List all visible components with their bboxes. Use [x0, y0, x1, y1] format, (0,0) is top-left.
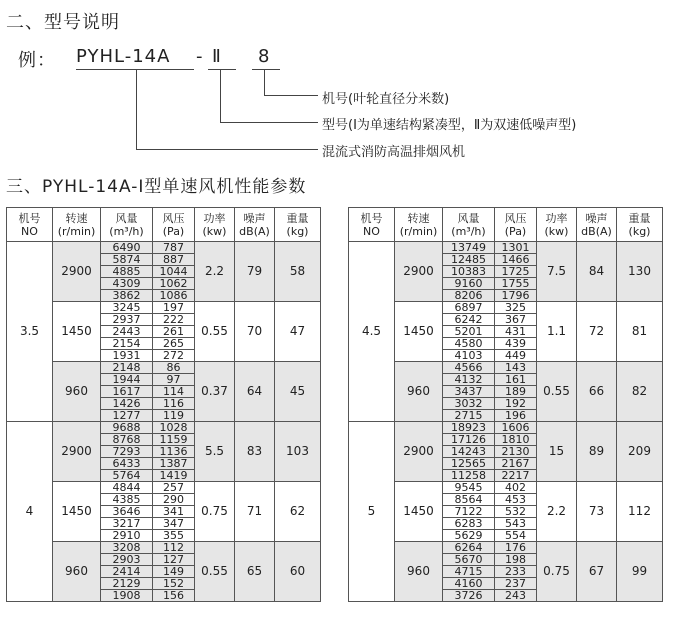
- column-header-unit: (Pa): [162, 224, 185, 238]
- example-num: 8: [258, 46, 271, 67]
- airflow-cell: 4580: [443, 338, 495, 350]
- pressure-cell: 341: [153, 506, 195, 518]
- pressure-cell: 1810: [495, 434, 537, 446]
- airflow-cell: 6433: [101, 458, 153, 470]
- pressure-cell: 1062: [153, 278, 195, 290]
- pressure-cell: 290: [153, 494, 195, 506]
- column-header: [443, 208, 495, 242]
- pressure-cell: 367: [495, 314, 537, 326]
- airflow-cell: 4385: [101, 494, 153, 506]
- pressure-cell: 272: [153, 350, 195, 362]
- column-header-unit: (m³/h): [451, 224, 486, 238]
- pressure-cell: 265: [153, 338, 195, 350]
- airflow-cell: 3646: [101, 506, 153, 518]
- table-row: [349, 362, 663, 374]
- column-header-name: 噪声: [243, 211, 266, 225]
- airflow-cell: 4309: [101, 278, 153, 290]
- pressure-cell: 543: [495, 518, 537, 530]
- column-header-unit: (r/min): [399, 224, 438, 238]
- pressure-cell: 355: [153, 530, 195, 542]
- pressure-cell: 1606: [495, 422, 537, 434]
- speed-cell: 1450: [53, 482, 101, 542]
- weight-cell: 47: [275, 302, 321, 362]
- speed-cell: 1450: [395, 302, 443, 362]
- noise-cell: 84: [577, 242, 617, 302]
- machine-no-cell: 4: [7, 422, 53, 602]
- airflow-cell: 1944: [101, 374, 153, 386]
- pressure-cell: 152: [153, 578, 195, 590]
- pressure-cell: 261: [153, 326, 195, 338]
- section-3-title: 三、PYHL-14A-Ⅰ型单速风机性能参数: [6, 177, 307, 197]
- note-type: 型号(Ⅰ为单速结构紧凑型，Ⅱ为双速低噪声型): [322, 118, 577, 133]
- table-row: [7, 362, 321, 374]
- pressure-cell: 347: [153, 518, 195, 530]
- column-header: [349, 208, 395, 242]
- pressure-cell: 116: [153, 398, 195, 410]
- airflow-cell: 6242: [443, 314, 495, 326]
- column-header: [53, 208, 101, 242]
- column-header: [7, 208, 53, 242]
- column-header: [101, 208, 153, 242]
- noise-cell: 65: [235, 542, 275, 602]
- note-name: 混流式消防高温排烟风机: [322, 145, 466, 160]
- column-header-name: 转速: [65, 211, 88, 225]
- performance-table-left: [6, 207, 321, 602]
- speed-cell: 1450: [395, 482, 443, 542]
- column-header-name: 重量: [628, 211, 651, 225]
- table-row: [7, 422, 321, 434]
- airflow-cell: 3245: [101, 302, 153, 314]
- power-cell: 15: [537, 422, 577, 482]
- airflow-cell: 3217: [101, 518, 153, 530]
- pressure-cell: 1387: [153, 458, 195, 470]
- airflow-cell: 2715: [443, 410, 495, 422]
- pressure-cell: 189: [495, 386, 537, 398]
- airflow-cell: 2910: [101, 530, 153, 542]
- column-header-name: 功率: [545, 211, 568, 225]
- airflow-cell: 5670: [443, 554, 495, 566]
- speed-cell: 2900: [53, 242, 101, 302]
- pressure-cell: 532: [495, 506, 537, 518]
- speed-cell: 960: [395, 542, 443, 602]
- airflow-cell: 13749: [443, 242, 495, 254]
- airflow-cell: 2443: [101, 326, 153, 338]
- speed-cell: 1450: [53, 302, 101, 362]
- underline-model: [76, 69, 194, 70]
- table-row: [349, 482, 663, 494]
- airflow-cell: 4160: [443, 578, 495, 590]
- speed-cell: 2900: [395, 242, 443, 302]
- pressure-cell: 119: [153, 410, 195, 422]
- airflow-cell: 2414: [101, 566, 153, 578]
- airflow-cell: 4844: [101, 482, 153, 494]
- power-cell: 0.75: [195, 482, 235, 542]
- airflow-cell: 10383: [443, 266, 495, 278]
- pressure-cell: 1419: [153, 470, 195, 482]
- noise-cell: 67: [577, 542, 617, 602]
- pressure-cell: 233: [495, 566, 537, 578]
- leader-model-v: [136, 69, 137, 149]
- section-2-title: 二、型号说明: [6, 12, 120, 33]
- pressure-cell: 243: [495, 590, 537, 602]
- example-prefix: 例：: [18, 50, 56, 71]
- column-header-unit: (kg): [628, 224, 651, 238]
- table-row: [7, 302, 321, 314]
- airflow-cell: 1277: [101, 410, 153, 422]
- airflow-cell: 8768: [101, 434, 153, 446]
- weight-cell: 81: [617, 302, 663, 362]
- weight-cell: 130: [617, 242, 663, 302]
- example-sep: -: [196, 46, 204, 67]
- airflow-cell: 5201: [443, 326, 495, 338]
- pressure-cell: 197: [153, 302, 195, 314]
- power-cell: 0.55: [537, 362, 577, 422]
- column-header-unit: dB(A): [581, 224, 612, 238]
- pressure-cell: 325: [495, 302, 537, 314]
- pressure-cell: 198: [495, 554, 537, 566]
- airflow-cell: 14243: [443, 446, 495, 458]
- column-header: [617, 208, 663, 242]
- table-row: [349, 302, 663, 314]
- leader-type-h: [220, 122, 318, 123]
- pressure-cell: 2130: [495, 446, 537, 458]
- airflow-cell: 1426: [101, 398, 153, 410]
- table-row: [349, 542, 663, 554]
- leader-num-v: [264, 69, 265, 95]
- pressure-cell: 222: [153, 314, 195, 326]
- leader-type-v: [220, 69, 221, 122]
- leader-num-h: [264, 95, 318, 96]
- table-row: [7, 542, 321, 554]
- pressure-cell: 161: [495, 374, 537, 386]
- airflow-cell: 6264: [443, 542, 495, 554]
- pressure-cell: 1301: [495, 242, 537, 254]
- airflow-cell: 6897: [443, 302, 495, 314]
- column-header: [195, 208, 235, 242]
- column-header-unit: (kw): [544, 224, 569, 238]
- airflow-cell: 7122: [443, 506, 495, 518]
- pressure-cell: 1028: [153, 422, 195, 434]
- pressure-cell: 2217: [495, 470, 537, 482]
- airflow-cell: 12485: [443, 254, 495, 266]
- weight-cell: 209: [617, 422, 663, 482]
- power-cell: 0.55: [195, 302, 235, 362]
- airflow-cell: 17126: [443, 434, 495, 446]
- underline-num: [252, 69, 280, 70]
- pressure-cell: 143: [495, 362, 537, 374]
- pressure-cell: 112: [153, 542, 195, 554]
- column-header: [577, 208, 617, 242]
- pressure-cell: 237: [495, 578, 537, 590]
- pressure-cell: 1796: [495, 290, 537, 302]
- speed-cell: 2900: [395, 422, 443, 482]
- weight-cell: 82: [617, 362, 663, 422]
- airflow-cell: 3726: [443, 590, 495, 602]
- speed-cell: 2900: [53, 422, 101, 482]
- power-cell: 7.5: [537, 242, 577, 302]
- machine-no-cell: 4.5: [349, 242, 395, 422]
- airflow-cell: 8564: [443, 494, 495, 506]
- pressure-cell: 192: [495, 398, 537, 410]
- pressure-cell: 1136: [153, 446, 195, 458]
- pressure-cell: 1466: [495, 254, 537, 266]
- power-cell: 1.1: [537, 302, 577, 362]
- noise-cell: 73: [577, 482, 617, 542]
- pressure-cell: 156: [153, 590, 195, 602]
- power-cell: 2.2: [195, 242, 235, 302]
- column-header: [153, 208, 195, 242]
- pressure-cell: 149: [153, 566, 195, 578]
- airflow-cell: 2937: [101, 314, 153, 326]
- column-header-name: 功率: [203, 211, 226, 225]
- column-header-name: 风量: [115, 211, 138, 225]
- underline-type: [208, 69, 236, 70]
- power-cell: 0.37: [195, 362, 235, 422]
- column-header-unit: (kg): [286, 224, 309, 238]
- power-cell: 0.75: [537, 542, 577, 602]
- column-header-unit: (r/min): [57, 224, 96, 238]
- column-header-unit: dB(A): [239, 224, 270, 238]
- noise-cell: 83: [235, 422, 275, 482]
- pressure-cell: 127: [153, 554, 195, 566]
- weight-cell: 45: [275, 362, 321, 422]
- pressure-cell: 1086: [153, 290, 195, 302]
- airflow-cell: 18923: [443, 422, 495, 434]
- airflow-cell: 11258: [443, 470, 495, 482]
- example-type: Ⅱ: [212, 46, 222, 67]
- pressure-cell: 176: [495, 542, 537, 554]
- machine-no-cell: 5: [349, 422, 395, 602]
- airflow-cell: 6490: [101, 242, 153, 254]
- airflow-cell: 3032: [443, 398, 495, 410]
- airflow-cell: 9688: [101, 422, 153, 434]
- column-header-name: 重量: [286, 211, 309, 225]
- airflow-cell: 9160: [443, 278, 495, 290]
- airflow-cell: 3862: [101, 290, 153, 302]
- pressure-cell: 431: [495, 326, 537, 338]
- pressure-cell: 554: [495, 530, 537, 542]
- airflow-cell: 7293: [101, 446, 153, 458]
- column-header-name: 风压: [504, 211, 527, 225]
- table-row: [7, 242, 321, 254]
- weight-cell: 58: [275, 242, 321, 302]
- column-header: [235, 208, 275, 242]
- machine-no-cell: 3.5: [7, 242, 53, 422]
- pressure-cell: 86: [153, 362, 195, 374]
- leader-model-h: [136, 149, 318, 150]
- airflow-cell: 6283: [443, 518, 495, 530]
- speed-cell: 960: [53, 362, 101, 422]
- example-model: PYHL-14A: [76, 46, 171, 67]
- airflow-cell: 12565: [443, 458, 495, 470]
- noise-cell: 70: [235, 302, 275, 362]
- column-header: [495, 208, 537, 242]
- pressure-cell: 1755: [495, 278, 537, 290]
- pressure-cell: 2167: [495, 458, 537, 470]
- column-header-name: 机号: [360, 211, 383, 225]
- power-cell: 5.5: [195, 422, 235, 482]
- airflow-cell: 2903: [101, 554, 153, 566]
- column-header-name: 转速: [407, 211, 430, 225]
- airflow-cell: 5764: [101, 470, 153, 482]
- airflow-cell: 2129: [101, 578, 153, 590]
- weight-cell: 103: [275, 422, 321, 482]
- noise-cell: 64: [235, 362, 275, 422]
- column-header-name: 风压: [162, 211, 185, 225]
- speed-cell: 960: [395, 362, 443, 422]
- noise-cell: 72: [577, 302, 617, 362]
- column-header-unit: NO: [21, 224, 38, 238]
- pressure-cell: 449: [495, 350, 537, 362]
- noise-cell: 66: [577, 362, 617, 422]
- airflow-cell: 2154: [101, 338, 153, 350]
- airflow-cell: 8206: [443, 290, 495, 302]
- pressure-cell: 453: [495, 494, 537, 506]
- pressure-cell: 114: [153, 386, 195, 398]
- performance-table-right: [348, 207, 663, 602]
- airflow-cell: 1617: [101, 386, 153, 398]
- table-row: [349, 242, 663, 254]
- weight-cell: 60: [275, 542, 321, 602]
- power-cell: 0.55: [195, 542, 235, 602]
- airflow-cell: 4885: [101, 266, 153, 278]
- column-header: [395, 208, 443, 242]
- airflow-cell: 5874: [101, 254, 153, 266]
- column-header-name: 风量: [457, 211, 480, 225]
- table-row: [349, 422, 663, 434]
- noise-cell: 79: [235, 242, 275, 302]
- airflow-cell: 3208: [101, 542, 153, 554]
- power-cell: 2.2: [537, 482, 577, 542]
- column-header: [275, 208, 321, 242]
- airflow-cell: 3437: [443, 386, 495, 398]
- column-header-unit: (kw): [202, 224, 227, 238]
- airflow-cell: 9545: [443, 482, 495, 494]
- noise-cell: 89: [577, 422, 617, 482]
- column-header-name: 机号: [18, 211, 41, 225]
- pressure-cell: 1044: [153, 266, 195, 278]
- pressure-cell: 97: [153, 374, 195, 386]
- airflow-cell: 4103: [443, 350, 495, 362]
- pressure-cell: 196: [495, 410, 537, 422]
- airflow-cell: 1931: [101, 350, 153, 362]
- column-header-name: 噪声: [585, 211, 608, 225]
- pressure-cell: 787: [153, 242, 195, 254]
- pressure-cell: 402: [495, 482, 537, 494]
- weight-cell: 99: [617, 542, 663, 602]
- table-row: [7, 482, 321, 494]
- airflow-cell: 4132: [443, 374, 495, 386]
- weight-cell: 112: [617, 482, 663, 542]
- pressure-cell: 1725: [495, 266, 537, 278]
- pressure-cell: 1159: [153, 434, 195, 446]
- weight-cell: 62: [275, 482, 321, 542]
- table-header-row: [7, 208, 321, 242]
- speed-cell: 960: [53, 542, 101, 602]
- pressure-cell: 887: [153, 254, 195, 266]
- airflow-cell: 5629: [443, 530, 495, 542]
- airflow-cell: 4715: [443, 566, 495, 578]
- airflow-cell: 1908: [101, 590, 153, 602]
- column-header-unit: NO: [363, 224, 380, 238]
- column-header-unit: (m³/h): [109, 224, 144, 238]
- pressure-cell: 439: [495, 338, 537, 350]
- noise-cell: 71: [235, 482, 275, 542]
- note-machine-no: 机号(叶轮直径分米数): [322, 92, 450, 107]
- table-header-row: [349, 208, 663, 242]
- airflow-cell: 4566: [443, 362, 495, 374]
- pressure-cell: 257: [153, 482, 195, 494]
- airflow-cell: 2148: [101, 362, 153, 374]
- column-header: [537, 208, 577, 242]
- column-header-unit: (Pa): [504, 224, 527, 238]
